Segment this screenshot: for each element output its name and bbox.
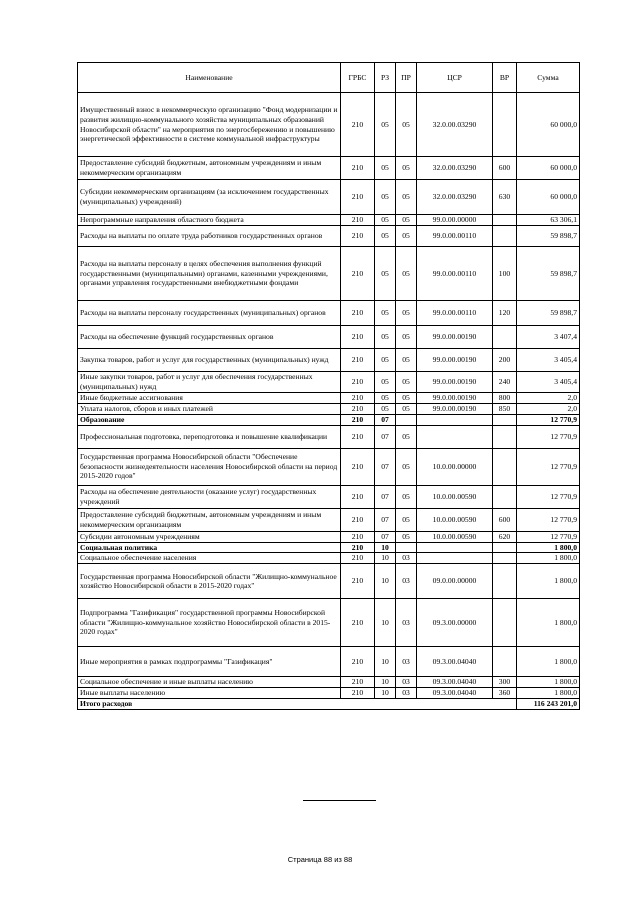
cell-csr: 99.0.00.00000 [417,215,493,226]
cell-name: Субсидии автономным учреждениям [78,531,341,542]
cell-csr: 32.0.00.03290 [417,157,493,180]
header-sum: Сумма [517,63,580,93]
cell-grbs: 210 [341,226,375,247]
cell-rz: 07 [375,508,396,531]
cell-rz: 05 [375,157,396,180]
cell-rz: 07 [375,415,396,426]
cell-rz: 07 [375,425,396,448]
cell-pr: 05 [396,226,417,247]
cell-name: Закупка товаров, работ и услуг для государственных (муниципальных) нужд [78,349,341,372]
header-csr: ЦСР [417,63,493,93]
cell-pr: 05 [396,93,417,157]
header-grbs: ГРБС [341,63,375,93]
cell-csr: 09.3.00.04040 [417,647,493,677]
cell-grbs: 210 [341,647,375,677]
cell-vr [493,415,517,426]
cell-vr: 850 [493,404,517,415]
table-row [78,247,580,301]
cell-sum: 12 770,9 [517,508,580,531]
table-row [78,393,580,404]
cell-name: Подпрограмма "Газификация" государственной программы Новосибирской области "Жилищно-коммунальное хозяйство Новосибирской области в 2015-2020 годах" [78,599,341,647]
cell-rz: 05 [375,180,396,215]
total-sum: 116 243 201,0 [517,699,580,710]
cell-vr: 620 [493,531,517,542]
cell-csr: 99.0.00.00190 [417,349,493,372]
cell-csr: 09.0.00.00000 [417,564,493,599]
table-row [78,564,580,599]
cell-pr: 05 [396,326,417,349]
cell-grbs: 210 [341,215,375,226]
cell-sum: 1 800,0 [517,542,580,553]
table-row [78,677,580,688]
cell-rz: 05 [375,215,396,226]
cell-vr [493,215,517,226]
table-row [78,599,580,647]
total-label: Итого расходов [78,699,517,710]
cell-grbs: 210 [341,415,375,426]
cell-grbs: 210 [341,564,375,599]
cell-vr: 600 [493,157,517,180]
table-row [78,485,580,508]
cell-rz: 10 [375,553,396,564]
cell-pr: 03 [396,688,417,699]
cell-pr: 05 [396,372,417,393]
cell-csr: 10.0.00.00590 [417,485,493,508]
table-row [78,508,580,531]
cell-name: Имущественный взнос в некоммерческую организацию "Фонд модернизации и развития жилищно-коммунального хозяйства муниципальных образований Новосибирской области" на мероприятия по энергосбережению и повышению энергетической эффективности в системе коммунальной инфраструктуры [78,93,341,157]
cell-pr: 03 [396,553,417,564]
cell-sum: 1 800,0 [517,599,580,647]
cell-pr: 03 [396,564,417,599]
header-name: Наименование [78,63,341,93]
cell-csr [417,415,493,426]
cell-grbs: 210 [341,508,375,531]
table-row [78,157,580,180]
cell-pr: 05 [396,508,417,531]
cell-name: Иные бюджетные ассигнования [78,393,341,404]
cell-name: Предоставление субсидий бюджетным, автономным учреждениям и иным некоммерческим организациям [78,508,341,531]
cell-csr: 09.3.00.04040 [417,677,493,688]
cell-vr [493,448,517,485]
cell-vr [493,485,517,508]
cell-vr [493,647,517,677]
cell-csr [417,425,493,448]
cell-grbs: 210 [341,393,375,404]
cell-pr: 05 [396,215,417,226]
cell-rz: 05 [375,393,396,404]
cell-name: Расходы на выплаты персоналу в целях обеспечения выполнения функций государственными (муниципальными) органами, казенными учреждениями, органами управления государственными внебюджетными фондами [78,247,341,301]
cell-rz: 07 [375,485,396,508]
page-number: Страница 88 из 88 [287,855,353,864]
table-header-row [78,63,580,93]
cell-csr: 09.3.00.04040 [417,688,493,699]
cell-pr: 05 [396,301,417,326]
cell-name: Иные мероприятия в рамках подпрограммы "Газификация" [78,647,341,677]
cell-sum: 2,0 [517,404,580,415]
cell-sum: 3 407,4 [517,326,580,349]
cell-sum: 12 770,9 [517,531,580,542]
cell-sum: 1 800,0 [517,688,580,699]
cell-vr: 800 [493,393,517,404]
cell-vr [493,553,517,564]
cell-vr: 120 [493,301,517,326]
cell-pr: 03 [396,647,417,677]
cell-csr: 99.0.00.00190 [417,372,493,393]
table-row [78,349,580,372]
table-row [78,93,580,157]
cell-pr: 05 [396,393,417,404]
cell-sum: 12 770,9 [517,448,580,485]
header-vr: ВР [493,63,517,93]
cell-grbs: 210 [341,677,375,688]
cell-grbs: 210 [341,247,375,301]
cell-name: Государственная программа Новосибирской области "Жилищно-коммунальное хозяйство Новосибирской области в 2015-2020 годах" [78,564,341,599]
cell-sum: 12 770,9 [517,485,580,508]
table-row [78,226,580,247]
cell-sum: 2,0 [517,393,580,404]
cell-sum: 1 800,0 [517,647,580,677]
cell-vr [493,599,517,647]
cell-csr [417,553,493,564]
cell-sum: 60 000,0 [517,93,580,157]
cell-grbs: 210 [341,448,375,485]
cell-pr: 03 [396,599,417,647]
cell-csr: 99.0.00.00110 [417,247,493,301]
cell-name: Иные выплаты населению [78,688,341,699]
cell-vr [493,326,517,349]
cell-rz: 05 [375,326,396,349]
cell-csr: 10.0.00.00000 [417,448,493,485]
cell-vr [493,226,517,247]
cell-rz: 05 [375,247,396,301]
cell-pr: 05 [396,247,417,301]
cell-pr: 05 [396,404,417,415]
cell-name: Расходы на обеспечение функций государственных органов [78,326,341,349]
cell-csr [417,542,493,553]
cell-rz: 10 [375,564,396,599]
cell-vr: 300 [493,677,517,688]
footnote-rule [303,800,376,801]
cell-sum: 59 898,7 [517,226,580,247]
cell-sum: 1 800,0 [517,553,580,564]
cell-rz: 10 [375,677,396,688]
cell-grbs: 210 [341,553,375,564]
cell-vr: 100 [493,247,517,301]
cell-name: Непрограммные направления областного бюджета [78,215,341,226]
cell-rz: 05 [375,404,396,415]
cell-name: Профессиональная подготовка, переподготовка и повышение квалификации [78,425,341,448]
cell-rz: 10 [375,688,396,699]
cell-rz: 05 [375,349,396,372]
cell-sum: 1 800,0 [517,564,580,599]
cell-csr: 10.0.00.00590 [417,531,493,542]
table-row [78,415,580,426]
cell-csr: 32.0.00.03290 [417,93,493,157]
cell-sum: 3 405,4 [517,349,580,372]
cell-sum: 12 770,9 [517,425,580,448]
budget-table [77,62,580,710]
cell-grbs: 210 [341,349,375,372]
cell-sum: 60 000,0 [517,157,580,180]
cell-vr [493,93,517,157]
cell-pr [396,542,417,553]
cell-rz: 07 [375,531,396,542]
cell-pr: 05 [396,448,417,485]
cell-rz: 10 [375,542,396,553]
cell-csr: 99.0.00.00110 [417,301,493,326]
cell-vr: 240 [493,372,517,393]
cell-pr: 05 [396,531,417,542]
cell-vr [493,542,517,553]
cell-name: Государственная программа Новосибирской области "Обеспечение безопасности жизнедеятельности населения Новосибирской области на период 2015-2020 годов" [78,448,341,485]
table-body [78,93,580,699]
cell-csr: 99.0.00.00190 [417,404,493,415]
cell-name: Уплата налогов, сборов и иных платежей [78,404,341,415]
cell-grbs: 210 [341,485,375,508]
table-row [78,448,580,485]
cell-name: Расходы на обеспечение деятельности (оказание услуг) государственных учреждений [78,485,341,508]
cell-rz: 05 [375,93,396,157]
cell-name: Предоставление субсидий бюджетным, автономным учреждениям и иным некоммерческим организациям [78,157,341,180]
table-row [78,553,580,564]
table-row [78,372,580,393]
cell-grbs: 210 [341,301,375,326]
cell-grbs: 210 [341,542,375,553]
cell-sum: 60 000,0 [517,180,580,215]
cell-name: Субсидии некоммерческим организациям (за исключением государственных (муниципальных) учреждений) [78,180,341,215]
cell-vr: 360 [493,688,517,699]
cell-name: Социальное обеспечение населения [78,553,341,564]
cell-vr: 630 [493,180,517,215]
cell-pr: 05 [396,425,417,448]
cell-pr: 05 [396,485,417,508]
cell-csr: 99.0.00.00110 [417,226,493,247]
cell-name: Образование [78,415,341,426]
cell-grbs: 210 [341,372,375,393]
cell-name: Социальная политика [78,542,341,553]
cell-csr: 10.0.00.00590 [417,508,493,531]
cell-csr: 99.0.00.00190 [417,393,493,404]
cell-vr: 200 [493,349,517,372]
table-row [78,688,580,699]
cell-sum: 63 306,1 [517,215,580,226]
table-row [78,180,580,215]
header-pr: ПР [396,63,417,93]
cell-grbs: 210 [341,531,375,542]
cell-pr: 05 [396,157,417,180]
cell-pr [396,415,417,426]
cell-csr: 09.3.00.00000 [417,599,493,647]
cell-sum: 59 898,7 [517,247,580,301]
table-row [78,531,580,542]
table-row [78,326,580,349]
cell-vr [493,425,517,448]
table-row [78,301,580,326]
cell-grbs: 210 [341,180,375,215]
cell-csr: 99.0.00.00190 [417,326,493,349]
cell-pr: 03 [396,677,417,688]
cell-vr [493,564,517,599]
cell-grbs: 210 [341,93,375,157]
cell-rz: 05 [375,372,396,393]
cell-pr: 05 [396,180,417,215]
cell-sum: 12 770,9 [517,415,580,426]
cell-rz: 07 [375,448,396,485]
cell-sum: 59 898,7 [517,301,580,326]
cell-name: Расходы на выплаты персоналу государственных (муниципальных) органов [78,301,341,326]
cell-rz: 10 [375,647,396,677]
cell-grbs: 210 [341,425,375,448]
cell-pr: 05 [396,349,417,372]
cell-grbs: 210 [341,326,375,349]
cell-rz: 10 [375,599,396,647]
cell-vr: 600 [493,508,517,531]
cell-name: Расходы на выплаты по оплате труда работников государственных органов [78,226,341,247]
table-row [78,215,580,226]
total-row [78,699,580,710]
cell-grbs: 210 [341,599,375,647]
table-row [78,542,580,553]
cell-rz: 05 [375,226,396,247]
cell-name: Иные закупки товаров, работ и услуг для обеспечения государственных (муниципальных) нужд [78,372,341,393]
cell-csr: 32.0.00.03290 [417,180,493,215]
table-row [78,404,580,415]
cell-sum: 3 405,4 [517,372,580,393]
cell-grbs: 210 [341,688,375,699]
cell-grbs: 210 [341,404,375,415]
cell-rz: 05 [375,301,396,326]
cell-grbs: 210 [341,157,375,180]
table-row [78,425,580,448]
cell-sum: 1 800,0 [517,677,580,688]
table-row [78,647,580,677]
cell-name: Социальное обеспечение и иные выплаты населению [78,677,341,688]
header-rz: РЗ [375,63,396,93]
